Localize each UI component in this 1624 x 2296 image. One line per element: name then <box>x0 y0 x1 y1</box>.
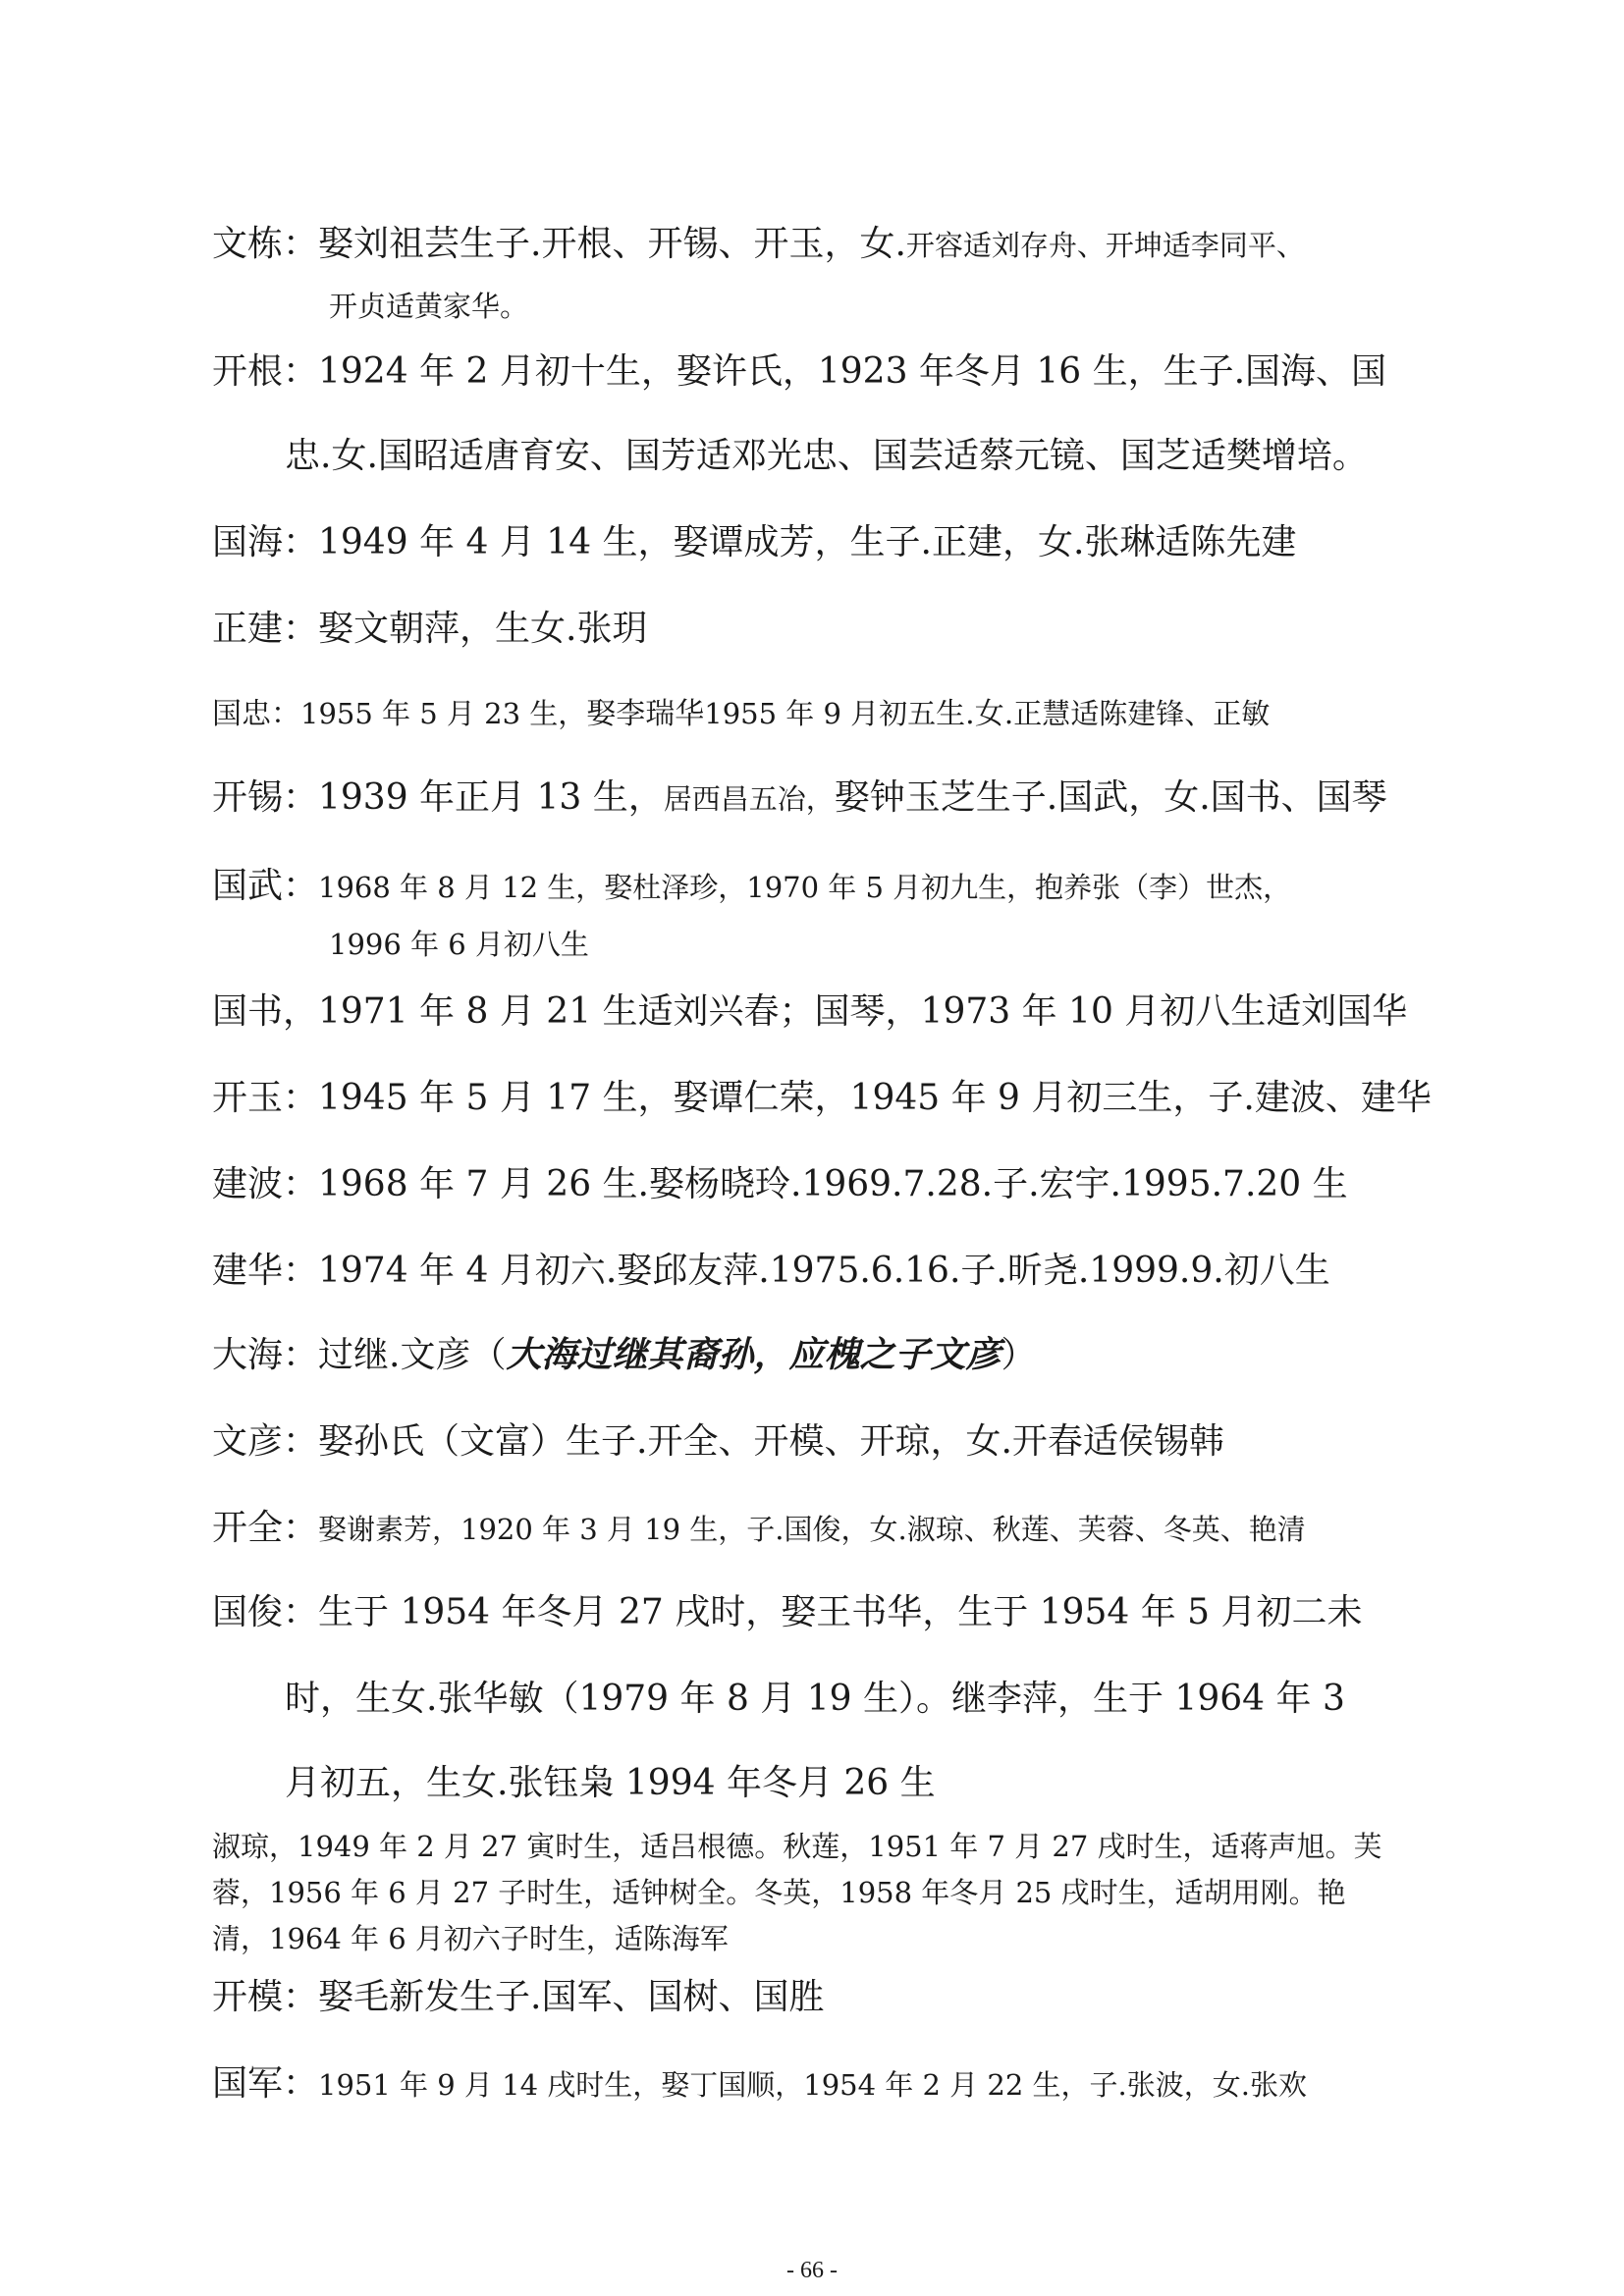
entry-kaigen-cont: 忠.女.国昭适唐育安、国芳适邓光忠、国芸适蔡元镜、国芝适樊增培。 <box>285 436 1368 476</box>
entry-zhengjian: 正建：娶文朝萍，生女.张玥 <box>212 609 648 649</box>
entry-guowu-cont: 1996 年 6 月初八生 <box>329 928 589 961</box>
entry-wenyan: 文彦：娶孙氏（文富）生子.开全、开模、开琼，女.开春适侯锡韩 <box>212 1421 1224 1462</box>
entry-dahai: 大海：过继.文彦（大海过继其裔孙，应槐之子文彦） <box>212 1334 1037 1375</box>
entry-wendong: 文栋：娶刘祖芸生子.开根、开锡、开玉，女.开容适刘存舟、开坤适李同平、 <box>212 224 1305 264</box>
entry-kaixi: 开锡：1939 年正月 13 生，居西昌五冶，娶钟玉芝生子.国武，女.国书、国琴 <box>212 777 1387 818</box>
entry-guohai: 国海：1949 年 4 月 14 生，娶谭成芳，生子.正建，女.张琳适陈先建 <box>212 522 1297 562</box>
page-number: - 66 - <box>786 2258 838 2283</box>
entry-guowu: 国武：1968 年 8 月 12 生，娶杜泽珍，1970 年 5 月初九生，抱养张（李）世杰， <box>212 866 1292 906</box>
entry-guojun-cont1: 时，生女.张华敏（1979 年 8 月 19 生）。继李萍，生于 1964 年 3 <box>285 1679 1345 1719</box>
entry-kaiquan: 开全：娶谢素芳，1920 年 3 月 19 生，子.国俊，女.淑琼、秋莲、芙蓉、冬英、艳清 <box>212 1508 1306 1548</box>
entry-guojun-cont2: 月初五，生女.张钰枭 1994 年冬月 26 生 <box>285 1763 936 1803</box>
entry-wendong-cont: 开贞适黄家华。 <box>329 290 529 323</box>
entry-jianhua: 建华：1974 年 4 月初六.娶邱友萍.1975.6.16.子.昕尧.1999.9.初八生 <box>212 1251 1330 1291</box>
entry-kaiyu: 开玉：1945 年 5 月 17 生，娶谭仁荣，1945 年 9 月初三生，子.建波、建华 <box>212 1078 1432 1118</box>
entry-jianbo: 建波：1968 年 7 月 26 生.娶杨晓玲.1969.7.28.子.宏宇.1995.7.20 生 <box>212 1164 1348 1204</box>
entry-kaigen: 开根：1924 年 2 月初十生，娶许氏，1923 年冬月 16 生，生子.国海、国 <box>212 351 1387 392</box>
entry-guojun-army: 国军：1951 年 9 月 14 戌时生，娶丁国顺，1954 年 2 月 22 生，子.张波，女.张欢 <box>212 2063 1307 2104</box>
entry-kaimo: 开模：娶毛新发生子.国军、国树、国胜 <box>212 1977 825 2017</box>
daughters-paragraph: 淑琼，1949 年 2 月 27 寅时生，适吕根德。秋莲，1951 年 7 月 27 戌时生，适蒋声旭。芙蓉，1956 年 6 月 27 子时生，适钟树全。冬英，1958 年冬月 25 戌时生，适胡用刚。艳清，1964 年 6 月初六子时生，适陈海军 <box>212 1830 1382 1955</box>
entry-guojun: 国俊：生于 1954 年冬月 27 戌时，娶王书华，生于 1954 年 5 月初二未 <box>212 1592 1363 1632</box>
entry-guozhong: 国忠：1955 年 5 月 23 生，娶李瑞华1955 年 9 月初五生.女.正慧适陈建锋、正敏 <box>212 697 1271 731</box>
entry-guoshu: 国书，1971 年 8 月 21 生适刘兴春；国琴，1973 年 10 月初八生适刘国华 <box>212 991 1408 1032</box>
